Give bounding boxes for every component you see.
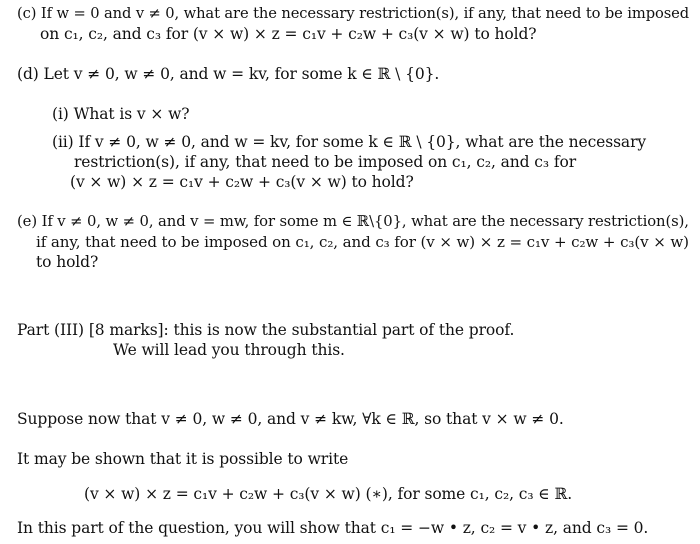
part-iii-subtitle: We will lead you through this. [113, 341, 345, 359]
final-statement: In this part of the question, you will show that c₁ = −w • z, c₂ = v • z, and c₃ = 0. [17, 519, 649, 537]
may-be-shown-text: It may be shown that it is possible to write [17, 450, 349, 468]
part-d-sub-ii-line-2: restriction(s), if any, that need to be imposed on c₁, c₂, and c₃ for [74, 153, 577, 171]
part-c-line-2: on c₁, c₂, and c₃ for (v × w) × z = c₁v + c₂w + c₃(v × w) to hold? [40, 25, 537, 43]
part-iii-heading: Part (III) [8 marks]: this is now the substantial part of the proof. [17, 321, 515, 339]
part-c-line-1: (c) If w = 0 and v ≠ 0, what are the necessary restriction(s), if any, that need to be imposed [17, 5, 689, 22]
suppose-text: Suppose now that v ≠ 0, w ≠ 0, and v ≠ kw, ∀k ∈ ℝ, so that v × w ≠ 0. [17, 410, 564, 428]
part-e-line-3: to hold? [36, 253, 99, 271]
part-d-sub-ii-line-1: (ii) If v ≠ 0, w ≠ 0, and w = kv, for some k ∈ ℝ \ {0}, what are the necessary [52, 133, 647, 151]
part-d-sub-i: (i) What is v × w? [52, 105, 190, 123]
part-d-sub-ii-line-3: (v × w) × z = c₁v + c₂w + c₃(v × w) to hold? [70, 173, 414, 191]
part-e-line-2: if any, that need to be imposed on c₁, c₂, and c₃ for (v × w) × z = c₁v + c₂w + c₃(v × w) [36, 233, 689, 251]
part-e-line-1: (e) If v ≠ 0, w ≠ 0, and v = mw, for some m ∈ ℝ\{0}, what are the necessary restriction(s), [17, 213, 689, 230]
equation-star: (v × w) × z = c₁v + c₂w + c₃(v × w) (∗), for some c₁, c₂, c₃ ∈ ℝ. [84, 485, 573, 503]
part-d-line-1: (d) Let v ≠ 0, w ≠ 0, and w = kv, for some k ∈ ℝ \ {0}. [17, 65, 440, 83]
